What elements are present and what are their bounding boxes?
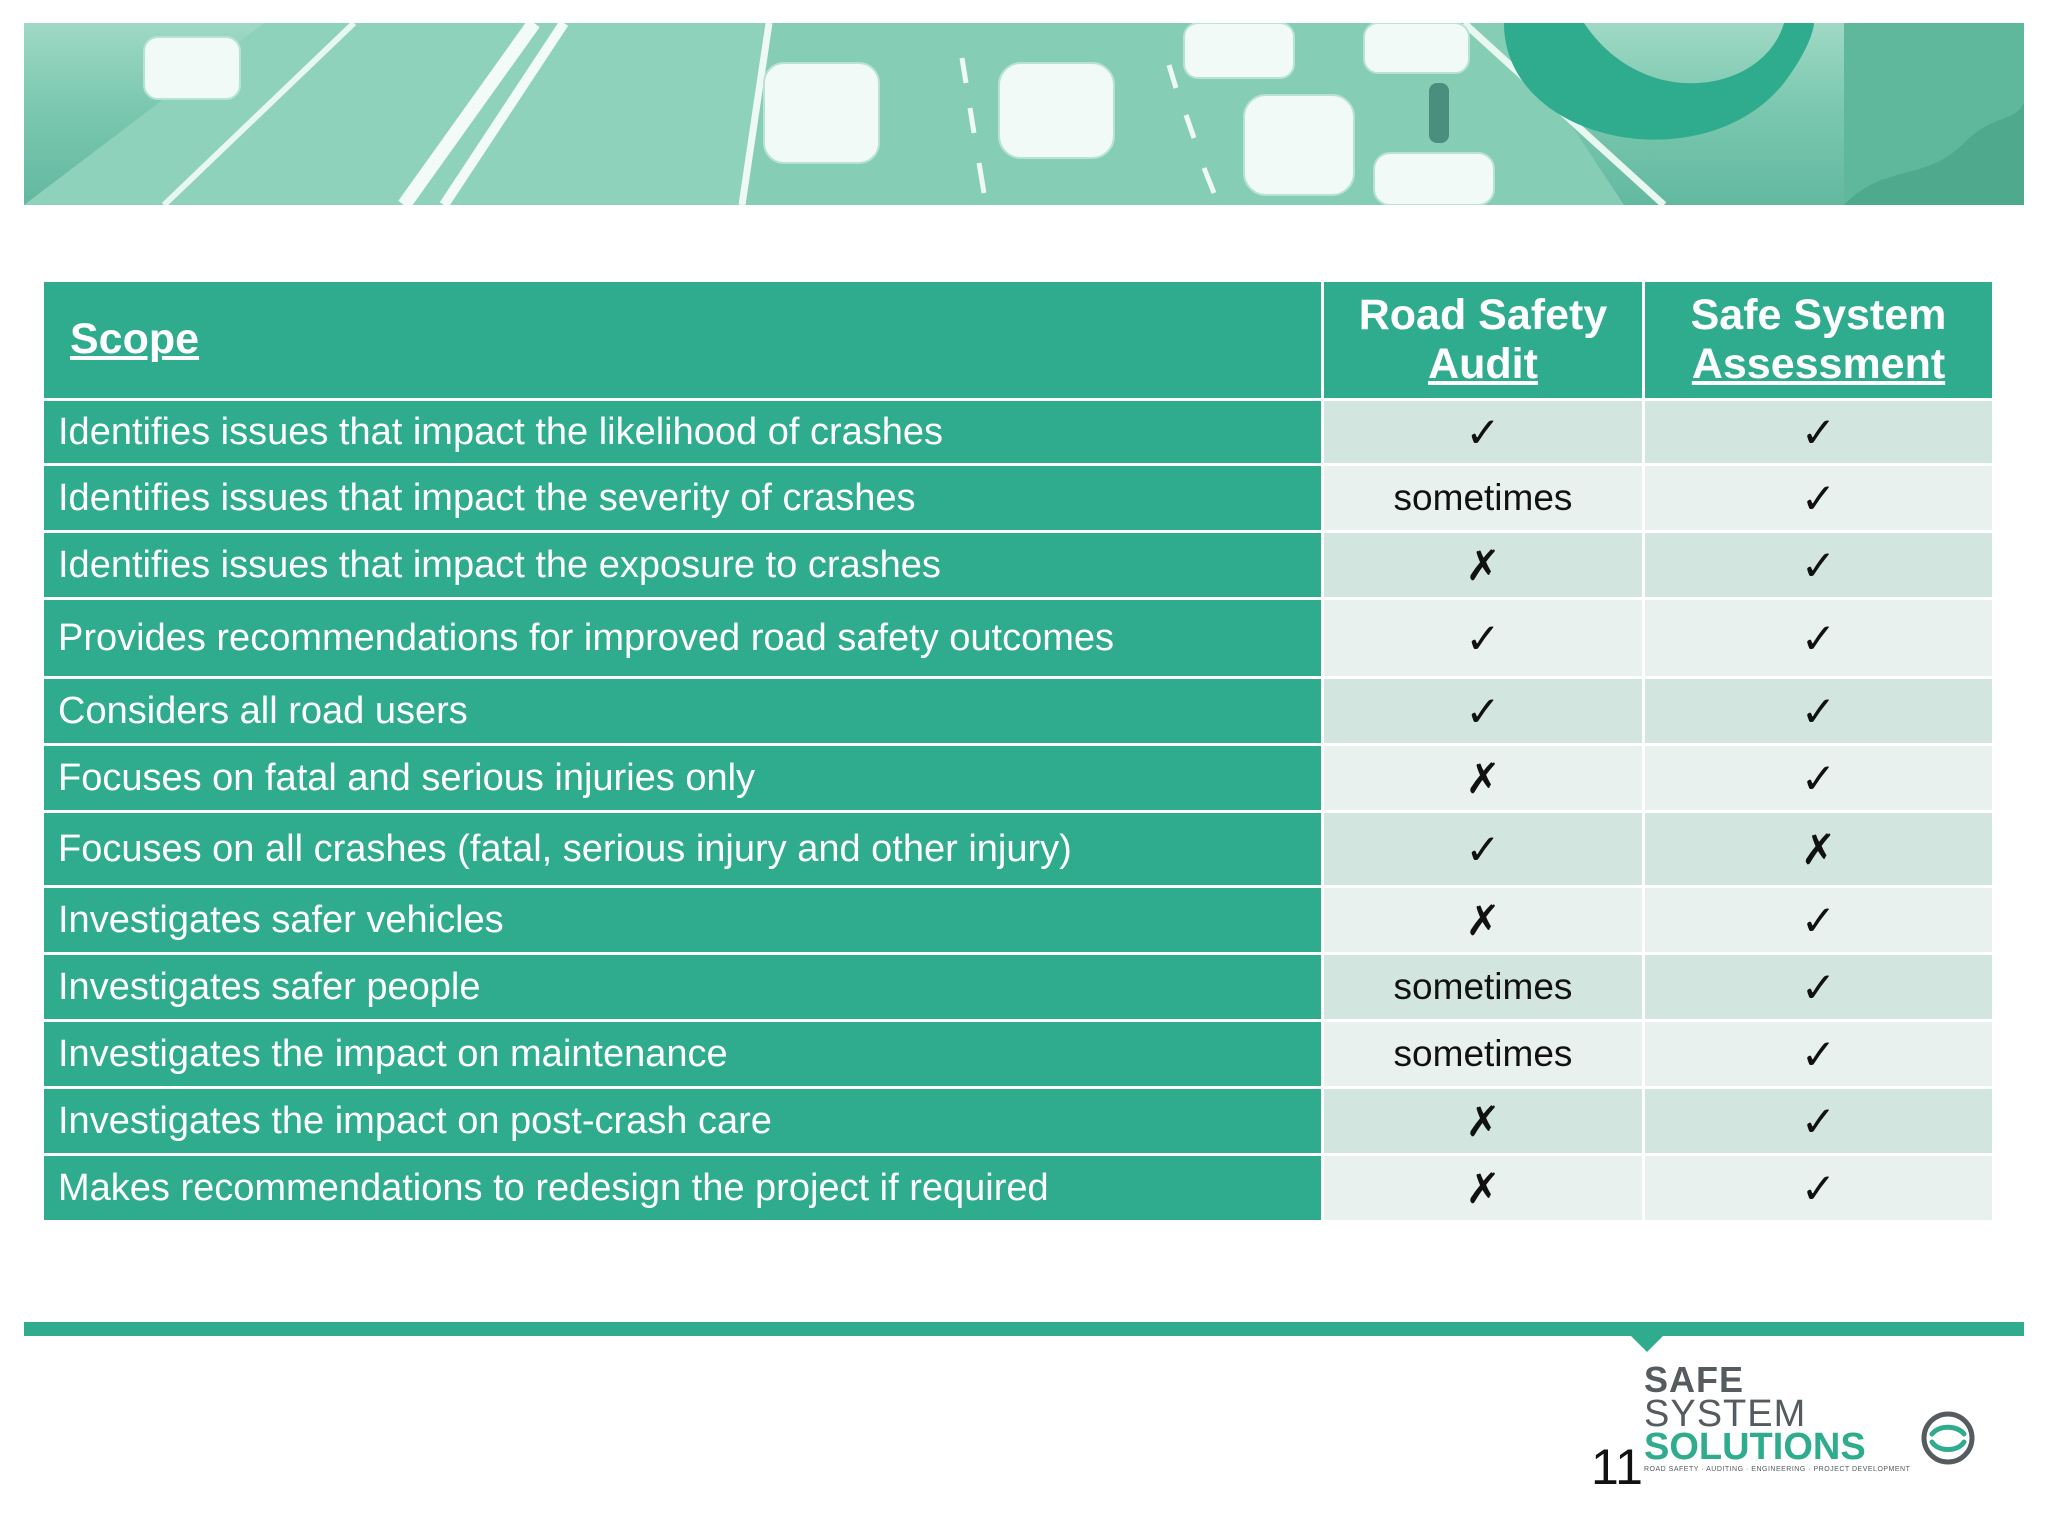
footer-divider-notch: [1631, 1336, 1663, 1352]
row-label: Investigates the impact on maintenance: [44, 1022, 1321, 1086]
rsa-cell: ✓: [1324, 679, 1642, 743]
rsa-cell: ✓: [1324, 401, 1642, 463]
safe-system-solutions-logo: [1640, 1359, 1980, 1482]
road-traffic-illustration: [24, 23, 2024, 205]
ssa-cell: ✗: [1645, 813, 1992, 885]
rsa-cell: sometimes: [1324, 1022, 1642, 1086]
table-header-row: [44, 282, 1992, 398]
row-label: Makes recommendations to redesign the project if required: [44, 1156, 1321, 1220]
table-row: [44, 1089, 1992, 1153]
rsa-cell: ✗: [1324, 1089, 1642, 1153]
ssa-cell: ✓: [1645, 746, 1992, 810]
table-row: [44, 1022, 1992, 1086]
comparison-table: [41, 279, 1995, 1223]
rsa-cell: ✓: [1324, 813, 1642, 885]
rsa-cell: sometimes: [1324, 955, 1642, 1019]
footer-divider: [24, 1322, 2024, 1336]
table-row: [44, 813, 1992, 885]
table-row: [44, 888, 1992, 952]
rsa-cell: ✗: [1324, 533, 1642, 597]
logo-tagline: ROAD SAFETY · AUDITING · ENGINEERING · PROJECT DEVELOPMENT: [1644, 1466, 1911, 1473]
row-label: Investigates safer people: [44, 955, 1321, 1019]
rsa-cell: ✗: [1324, 746, 1642, 810]
row-label: Investigates the impact on post-crash care: [44, 1089, 1321, 1153]
rsa-cell: sometimes: [1324, 466, 1642, 530]
ssa-cell: ✓: [1645, 955, 1992, 1019]
row-label: Focuses on fatal and serious injuries only: [44, 746, 1321, 810]
logo-word-solutions: SOLUTIONS: [1644, 1426, 1866, 1468]
table-row: [44, 1156, 1992, 1220]
table-row: [44, 533, 1992, 597]
table-row: [44, 466, 1992, 530]
scope-header: Scope: [44, 282, 1321, 398]
table-row: [44, 746, 1992, 810]
ssa-cell: ✓: [1645, 1022, 1992, 1086]
safe-system-assessment-header: Safe System Assessment: [1645, 282, 1992, 398]
row-label: Investigates safer vehicles: [44, 888, 1321, 952]
ssa-cell: ✓: [1645, 679, 1992, 743]
table-row: [44, 401, 1992, 463]
table-row: [44, 600, 1992, 676]
ssa-cell: ✓: [1645, 888, 1992, 952]
road-banner-image: [24, 23, 2024, 205]
table-row: [44, 955, 1992, 1019]
table-row: [44, 679, 1992, 743]
row-label: Identifies issues that impact the exposure to crashes: [44, 533, 1321, 597]
logo-swirl-icon: [1920, 1410, 1976, 1466]
row-label: Focuses on all crashes (fatal, serious injury and other injury): [44, 813, 1321, 885]
road-safety-audit-header: Road Safety Audit: [1324, 282, 1642, 398]
page-number: 11: [1591, 1439, 1643, 1495]
logo-word-safe: SAFE: [1644, 1359, 1745, 1400]
row-label: Provides recommendations for improved road safety outcomes: [44, 600, 1321, 676]
row-label: Identifies issues that impact the severity of crashes: [44, 466, 1321, 530]
ssa-cell: ✓: [1645, 533, 1992, 597]
row-label: Considers all road users: [44, 679, 1321, 743]
rsa-cell: ✗: [1324, 1156, 1642, 1220]
rsa-cell: ✗: [1324, 888, 1642, 952]
ssa-cell: ✓: [1645, 1156, 1992, 1220]
ssa-cell: ✓: [1645, 401, 1992, 463]
ssa-cell: ✓: [1645, 1089, 1992, 1153]
logo-word-system: SYSTEM: [1644, 1393, 1807, 1435]
ssa-cell: ✓: [1645, 466, 1992, 530]
ssa-cell: ✓: [1645, 600, 1992, 676]
row-label: Identifies issues that impact the likelihood of crashes: [44, 401, 1321, 463]
rsa-cell: ✓: [1324, 600, 1642, 676]
